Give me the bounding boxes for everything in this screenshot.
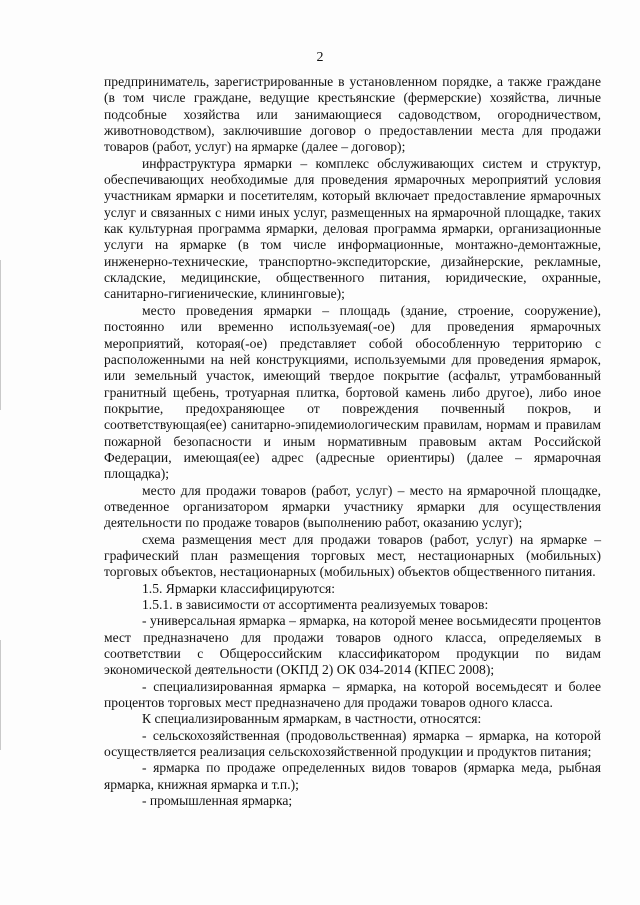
paragraph: предприниматель, зарегистрированные в установленном порядке, а также граждане (в том числе граждане, ведущие крестьянские (фермерские) хозяйства, личные подсобные хозяйства или занимающиеся садоводством, огородничеством, животноводством), заключившие договор о предоставлении места для продажи товаров (работ, услуг) на ярмарке (далее – договор); (104, 74, 601, 155)
paragraph: 1.5.1. в зависимости от ассортимента реализуемых товаров: (142, 597, 489, 612)
scan-edge-mark (0, 260, 1, 410)
paragraph: место для продажи товаров (работ, услуг) – место на ярмарочной площадке, отведенное организатором ярмарки участнику ярмарки для осуществления деятельности по продаже товаров (выполнению работ, оказанию услуг); (104, 482, 601, 531)
page-number: 2 (316, 50, 324, 65)
paragraph: схема размещения мест для продажи товаров (работ, услуг) на ярмарке – графический план размещения торговых мест, нестационарных (мобильных) торговых объектов, нестационарных (мобильных) объектов общественного питания. (104, 531, 601, 580)
paragraph: - промышленная ярмарка; (142, 793, 293, 809)
paragraph: 1.5. Ярмарки классифицируются: (142, 580, 336, 596)
paragraph: К специализированным ярмаркам, в частности, относятся: (142, 711, 482, 727)
paragraph: - универсальная ярмарка – ярмарка, на которой менее восьмидесяти процентов мест предназначено для продажи товаров одного класса, определяемых в соответствии с Общероссийским классификатором продукции по видам экономической деятельности (ОКПД 2) ОК 034-2014 (КПЕС 2008); (104, 613, 601, 678)
paragraph: инфраструктура ярмарки – комплекс обслуживающих систем и структур, обеспечивающих необходимые для проведения ярмарочных мероприятий условия участникам ярмарки и посетителям, который включает предоставление ярмарочных услуг и связанных с ними иных услуг, размещенных на ярмарочной площадке, таких как культурная программа ярмарки, деловая программа ярмарки, организационные услуги на ярмарке (в том числе информационные, монтажно-демонтажные, инженерно-технические, транспортно-экспедиторские, дизайнерские, рекламные, складские, медицинские, общественного питания, юридические, охранные, санитарно-гигиенические, клининговые); (104, 155, 601, 302)
scan-edge-mark (0, 640, 1, 750)
paragraph: - ярмарка по продаже определенных видов товаров (ярмарка меда, рыбная ярмарка, книжная ярмарка и т.п.); (104, 760, 601, 792)
paragraph: - сельскохозяйственная (продовольственная) ярмарка – ярмарка, на которой осуществляется реализация сельскохозяйственной продукции и продуктов питания; (104, 727, 601, 760)
paragraph: место проведения ярмарки – площадь (здание, строение, сооружение), постоянно или временно используемая(-ое) для проведения ярмарочных мероприятий, которая(-ое) представляет собой обособленную территорию с расположенными на ней конструкциями, используемыми для проведения ярмарок, или земельный участок, имеющий твердое покрытие (асфальт, утрамбованный гранитный щебень, тротуарная плитка, бортовой камень либо другое), либо иное покрытие, предохраняющее от повреждения почвенный покров, и соответствующая(ее) санитарно-эпидемиологическим правилам, нормам и правилам пожарной безопасности и иным нормативным правовым актам Российской Федерации, имеющая(ее) адрес (адресные ориентиры) (далее – ярмарочная площадка); (104, 302, 601, 482)
document-body (104, 74, 601, 809)
paragraph: - специализированная ярмарка – ярмарка, на которой восемьдесят и более процентов торговых мест предназначено для продажи товаров одного класса. (104, 678, 601, 711)
